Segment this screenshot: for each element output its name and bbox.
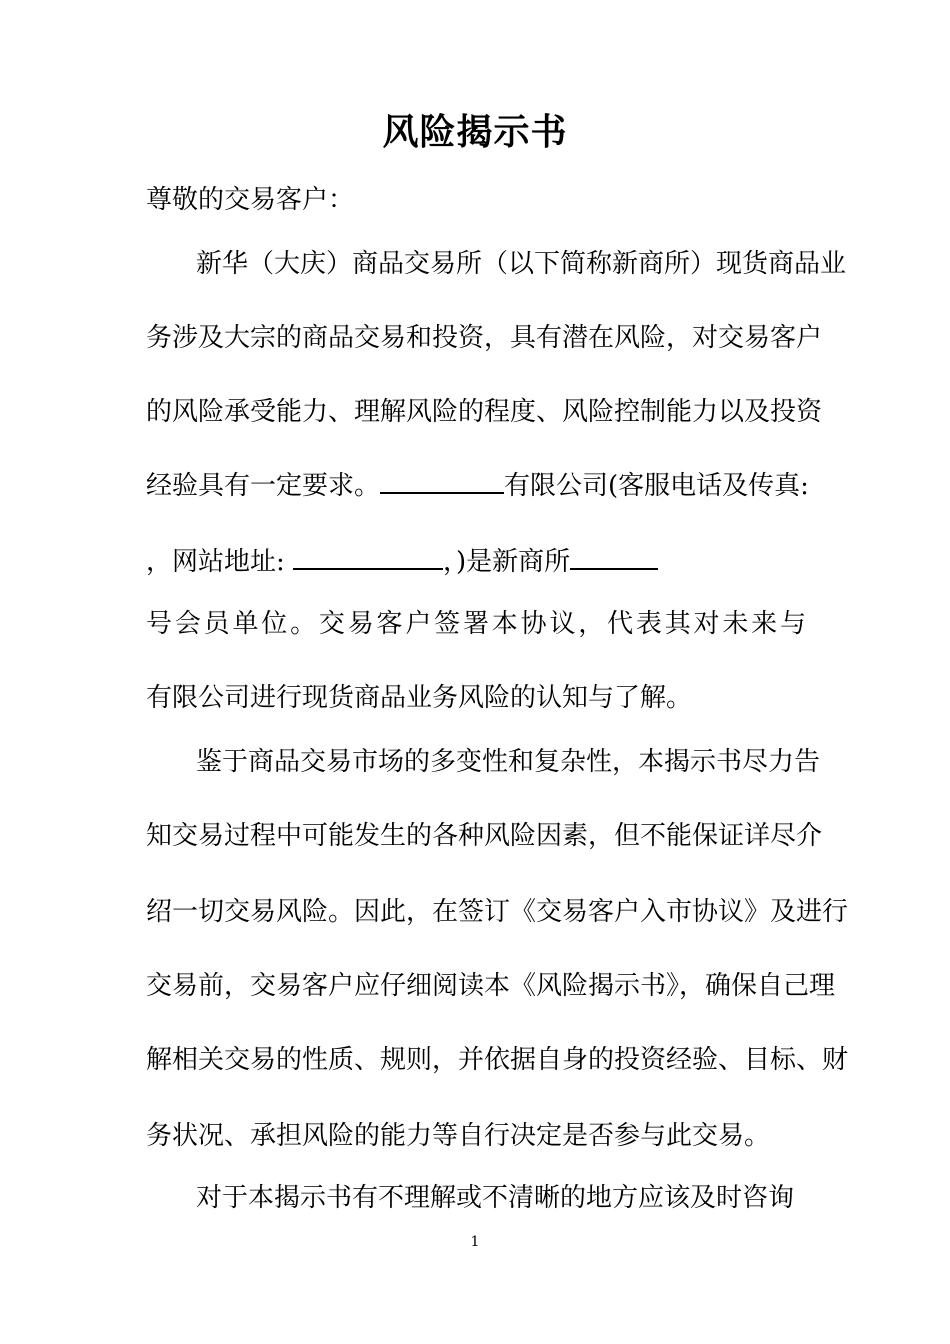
fill-blank-website[interactable] xyxy=(293,544,443,570)
salutation: 尊敬的交易客户： xyxy=(146,185,355,215)
fill-blank-company[interactable] xyxy=(380,468,504,494)
paragraph-line: 有限公司进行现货商品业务风险的认知与了解。 xyxy=(146,683,693,713)
document-title: 风险揭示书 xyxy=(382,111,568,153)
paragraph-line-with-blank xyxy=(146,544,806,580)
line-text: 经验具有一定要求。 xyxy=(146,471,381,501)
paragraph-line: 解相关交易的性质、规则，并依据自身的投资经验、目标、财 xyxy=(146,1045,849,1075)
paragraph-line: 新华（大庆）商品交易所（以下简称新商所）现货商品业 xyxy=(196,249,847,279)
paragraph-line: 交易前，交易客户应仔细阅读本《风险揭示书》，确保自己理 xyxy=(146,971,836,1001)
line-text: ，)是新商所 xyxy=(443,547,571,577)
paragraph-line: 务状况、承担风险的能力等自行决定是否参与此交易。 xyxy=(146,1121,771,1151)
paragraph-line: 对于本揭示书有不理解或不清晰的地方应该及时咨询 xyxy=(196,1183,795,1213)
paragraph-line: 绍一切交易风险。因此，在签订《交易客户入市协议》及进行 xyxy=(146,897,849,927)
page-number: 1 xyxy=(470,1234,480,1250)
paragraph-line: 务涉及大宗的商品交易和投资，具有潜在风险，对交易客户 xyxy=(146,323,823,353)
paragraph-line: 知交易过程中可能发生的各种风险因素，但不能保证详尽介 xyxy=(146,821,823,851)
paragraph-line-with-blank xyxy=(146,468,809,504)
fill-blank-member-number[interactable] xyxy=(570,544,658,570)
paragraph-line: 的风险承受能力、理解风险的程度、风险控制能力以及投资 xyxy=(146,397,823,427)
paragraph-line: 号会员单位。交易客户签署本协议，代表其对未来与 xyxy=(146,609,806,639)
line-text: ，网站地址: xyxy=(146,547,285,577)
line-text: 有限公司(客服电话及传真: xyxy=(504,471,809,501)
paragraph-line: 鉴于商品交易市场的多变性和复杂性，本揭示书尽力告 xyxy=(196,747,821,777)
